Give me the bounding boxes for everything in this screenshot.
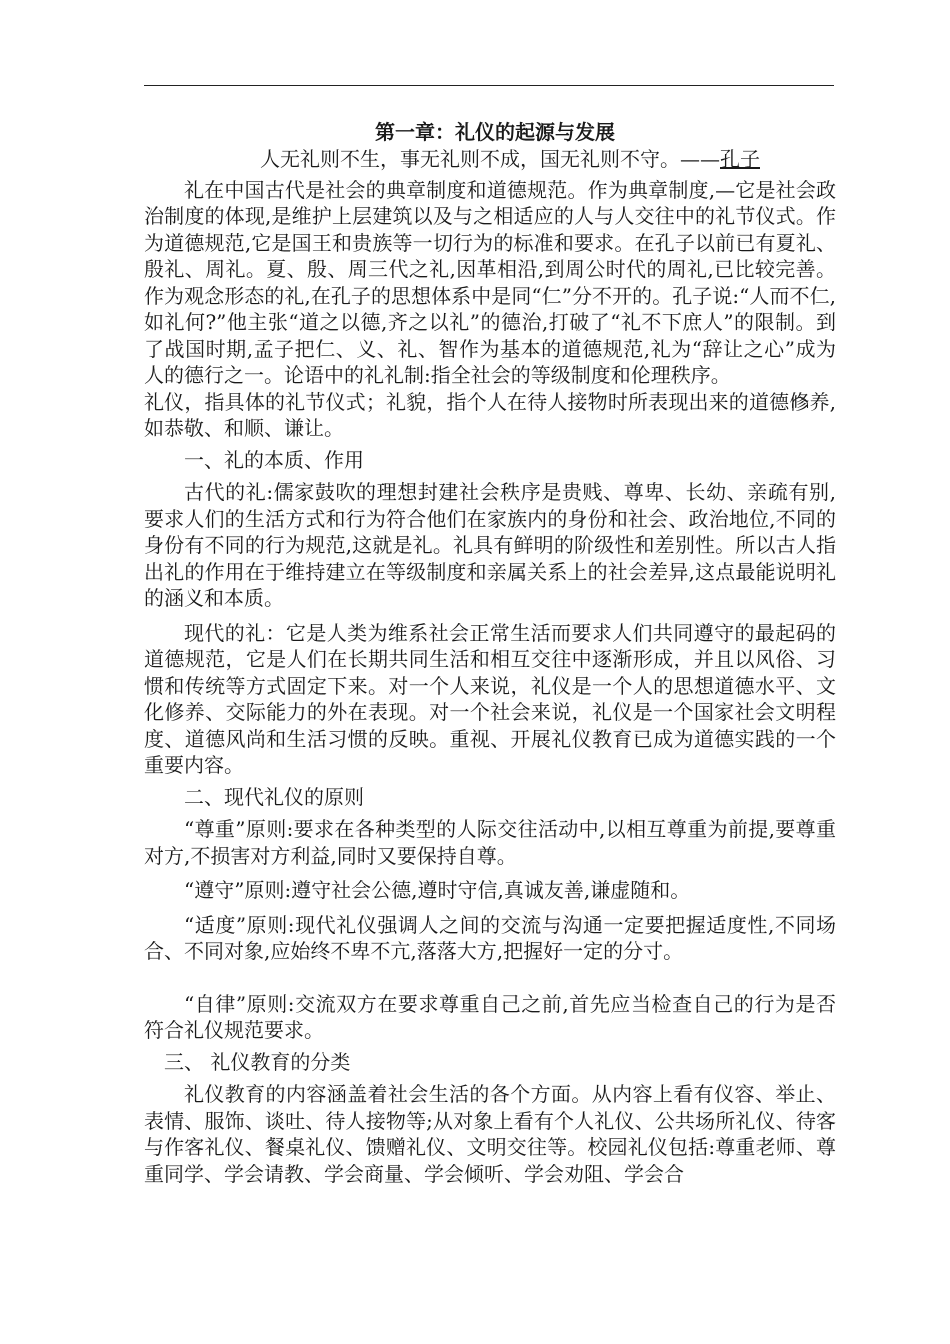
chapter-title: 第一章：礼仪的起源与发展 xyxy=(375,120,615,144)
section-1-heading: 一、礼的本质、作用 xyxy=(184,447,364,472)
epigraph-text: 人无礼则不生，事无礼则不成，国无礼则不守。—— xyxy=(260,147,720,171)
blank-line xyxy=(144,965,836,991)
header-rule xyxy=(144,85,834,86)
epigraph-author: 孔子 xyxy=(720,147,760,171)
principle-respect: “尊重”原则:要求在各种类型的人际交往活动中,以相互尊重为前提,要尊重对方,不损害对方利益,同时又要保持自尊。 xyxy=(144,817,836,868)
epigraph xyxy=(144,146,836,173)
intro-paragraph-1: 礼在中国古代是社会的典章制度和道德规范。作为典章制度,—它是社会政治制度的体现,是维护上层建筑以及与之相适应的人与人交往中的礼节仪式。作为道德规范,它是国王和贵族等一切行为的标准和要求。在孔子以前已有夏礼、殷礼、周礼。夏、殷、周三代之礼,因革相沿,到周公时代的周礼,已比较完善。作为观念形态的礼,在孔子的思想体系中是同“仁”分不开的。孔子说:“人而不仁,如礼何?”他主张“道之以德,齐之以礼”的德治,打破了“礼不下庶人”的限制。到了战国时期,孟子把仁、义、礼、智作为基本的道德规范,礼为“辞让之心”成为人的德行之一。论语中的礼礼制:指全社会的等级制度和伦理秩序。 xyxy=(144,177,836,387)
document-page xyxy=(144,118,836,1187)
section-3-paragraph: 礼仪教育的内容涵盖着社会生活的各个方面。从内容上看有仪容、举止、表情、服饰、谈吐、待人接物等;从对象上看有个人礼仪、公共场所礼仪、待客与作客礼仪、餐桌礼仪、馈赠礼仪、文明交往等。校园礼仪包括:尊重老师、尊重同学、学会请教、学会商量、学会倾听、学会劝阻、学会合 xyxy=(144,1082,836,1186)
principle-moderate: “适度”原则:现代礼仪强调人之间的交流与沟通一定要把握适度性,不同场合、不同对象,应始终不卑不亢,落落大方,把握好一定的分寸。 xyxy=(144,912,836,963)
principle-self-discipline: “自律”原则:交流双方在要求尊重自己之前,首先应当检查自己的行为是否符合礼仪规范要求。 xyxy=(144,991,836,1042)
section-3-heading: 三、 礼仪教育的分类 xyxy=(164,1049,351,1074)
section-1-paragraph-modern: 现代的礼：它是人类为维系社会正常生活而要求人们共同遵守的最起码的道德规范，它是人们在长期共同生活和相互交往中逐渐形成，并且以风俗、习惯和传统等方式固定下来。对一个人来说，礼仪是一个人的思想道德水平、文化修养、交际能力的外在表现。对一个社会来说，礼仪是一个国家社会文明程度、道德风尚和生活习惯的反映。重视、开展礼仪教育已成为道德实践的一个重要内容。 xyxy=(144,620,836,777)
section-1-paragraph-ancient: 古代的礼:儒家鼓吹的理想封建社会秩序是贵贱、尊卑、长幼、亲疏有别,要求人们的生活方式和行为符合他们在家族内的身份和社会、政治地位,不同的身份有不同的行为规范,这就是礼。礼具有鲜明的阶级性和差别性。所以古人指出礼的作用在于维持建立在等级制度和亲属关系上的社会差异,这点最能说明礼的涵义和本质。 xyxy=(144,480,836,610)
intro-paragraph-2: 礼仪，指具体的礼节仪式；礼貌，指个人在待人接物时所表现出来的道德修养,如恭敬、和顺、谦让。 xyxy=(144,389,836,440)
principle-comply: “遵守”原则:遵守社会公德,遵时守信,真诚友善,谦虚随和。 xyxy=(184,878,691,902)
section-2-heading: 二、现代礼仪的原则 xyxy=(184,784,364,809)
